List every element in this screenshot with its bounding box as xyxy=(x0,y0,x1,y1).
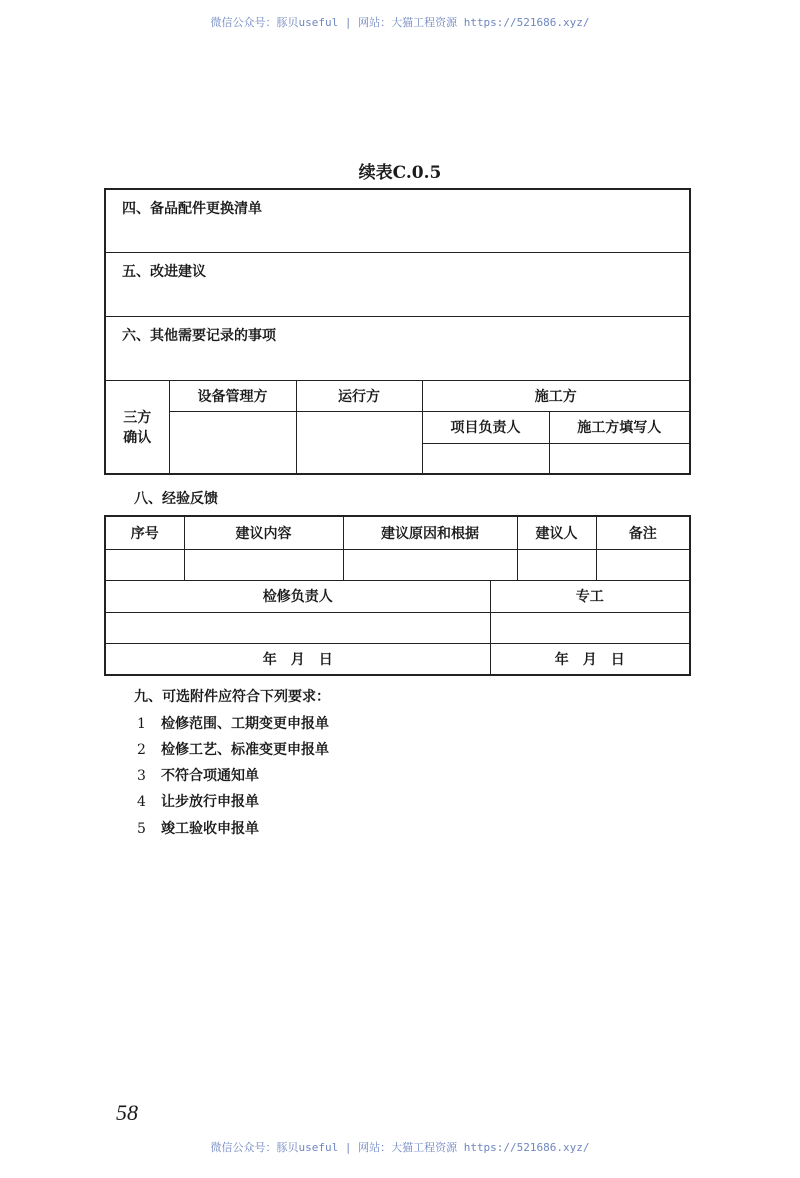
watermark-bottom: 微信公众号：豚贝useful | 网站：大猫工程资源 https://521686.xyz/ xyxy=(210,1141,590,1154)
section-spare-parts: 四、备品配件更换清单 xyxy=(105,189,690,252)
operator-sign-cell[interactable] xyxy=(296,411,422,474)
three-party-confirm-label: 三方 确认 xyxy=(105,380,169,474)
serial-cell[interactable] xyxy=(105,549,184,580)
list-item: 5 竣工验收申报单 xyxy=(137,821,259,837)
operator-header: 运行方 xyxy=(296,380,422,411)
list-item: 1 检修范围、工期变更申报单 xyxy=(137,716,329,732)
header-serial: 序号 xyxy=(105,516,184,549)
specialist-date: 年 月 日 xyxy=(490,643,690,675)
repair-lead-header: 检修负责人 xyxy=(105,580,490,612)
constructor-filler-header: 施工方填写人 xyxy=(549,411,690,443)
header-reason: 建议原因和根据 xyxy=(343,516,517,549)
watermark-top: 微信公众号：豚贝useful | 网站：大猫工程资源 https://521686.xyz/ xyxy=(210,16,590,29)
repair-lead-date: 年 月 日 xyxy=(105,643,490,675)
equipment-manager-sign-cell[interactable] xyxy=(169,411,296,474)
list-item: 2 检修工艺、标准变更申报单 xyxy=(137,742,329,758)
constructor-header: 施工方 xyxy=(422,380,690,411)
remark-cell[interactable] xyxy=(596,549,690,580)
header-remark: 备注 xyxy=(596,516,690,549)
header-content: 建议内容 xyxy=(184,516,343,549)
repair-lead-sign-cell[interactable] xyxy=(105,612,490,643)
content-cell[interactable] xyxy=(184,549,343,580)
table-title: 续表C.0.5 xyxy=(358,163,442,183)
list-item: 4 让步放行申报单 xyxy=(137,794,259,810)
maintenance-record-table xyxy=(104,188,691,475)
feedback-heading: 八、经验反馈 xyxy=(134,491,218,507)
section-improvement: 五、改进建议 xyxy=(105,252,690,316)
project-lead-header: 项目负责人 xyxy=(422,411,549,443)
page-number: 58 xyxy=(116,1100,138,1125)
proposer-cell[interactable] xyxy=(517,549,596,580)
constructor-filler-sign-cell[interactable] xyxy=(549,443,690,474)
specialist-header: 专工 xyxy=(490,580,690,612)
reason-cell[interactable] xyxy=(343,549,517,580)
project-lead-sign-cell[interactable] xyxy=(422,443,549,474)
list-item: 3 不符合项通知单 xyxy=(137,768,259,784)
feedback-table xyxy=(104,515,691,676)
equipment-manager-header: 设备管理方 xyxy=(169,380,296,411)
section-other-matters: 六、其他需要记录的事项 xyxy=(105,316,690,380)
header-proposer: 建议人 xyxy=(517,516,596,549)
specialist-sign-cell[interactable] xyxy=(490,612,690,643)
attachments-heading: 九、可选附件应符合下列要求： xyxy=(134,689,330,705)
